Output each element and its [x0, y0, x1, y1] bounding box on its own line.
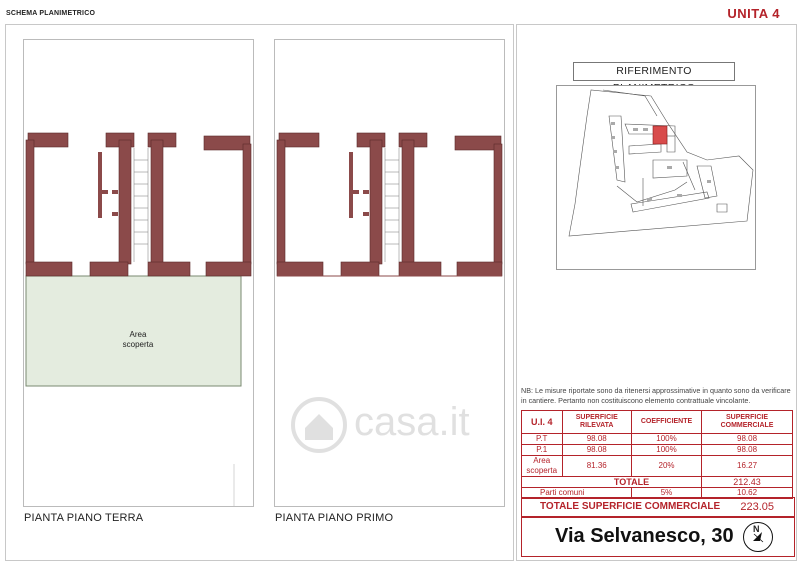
header-superficie-rilevata: SUPERFICIE RILEVATA — [562, 411, 632, 434]
watermark — [290, 396, 520, 456]
reference-site-plan — [556, 85, 756, 270]
watermark-text: casa.it — [354, 400, 470, 444]
compass-label: N — [753, 524, 760, 534]
totale-value: 212.43 — [702, 477, 793, 488]
header-superficie-commerciale: SUPERFICIE COMMERCIALE — [702, 411, 793, 434]
cell-coeff: 100% — [632, 445, 702, 456]
header-ui: U.I. 4 — [522, 411, 563, 434]
ground-floor-plan — [23, 39, 254, 507]
parti-comuni-value: 10.62 — [702, 488, 793, 499]
address-text: Via Selvanesco, 30 — [555, 525, 734, 547]
cell-commerciale: 16.27 — [702, 456, 793, 477]
site-plan-drawing — [557, 86, 755, 269]
first-floor-caption: PIANTA PIANO PRIMO — [275, 512, 394, 524]
cell-rilevata: 98.08 — [562, 434, 632, 445]
cell-commerciale: 98.08 — [702, 445, 793, 456]
ground-floor-drawing — [24, 40, 253, 506]
total-commerciale-bar — [521, 497, 795, 517]
table-header-row — [522, 411, 793, 434]
totale-row — [522, 477, 793, 488]
cell-rilevata: 98.08 — [562, 445, 632, 456]
parti-comuni-coeff: 5% — [632, 488, 702, 499]
table-row — [522, 456, 793, 477]
ground-floor-caption: PIANTA PIANO TERRA — [24, 512, 144, 524]
north-compass-icon — [743, 522, 773, 552]
cell-rilevata: 81.36 — [562, 456, 632, 477]
total-commerciale-value: 223.05 — [740, 501, 774, 513]
page-heading: SCHEMA PLANIMETRICO — [6, 10, 96, 17]
cell-commerciale: 98.08 — [702, 434, 793, 445]
table-row — [522, 434, 793, 445]
surface-table — [521, 410, 793, 499]
cell-floor: P.T — [522, 434, 563, 445]
cell-coeff: 100% — [632, 434, 702, 445]
reference-title: RIFERIMENTO — [573, 62, 735, 81]
parti-comuni-label: Parti comuni — [522, 488, 632, 499]
totale-label: TOTALE — [562, 477, 702, 488]
header-coefficiente: COEFFICIENTE — [632, 411, 702, 434]
area-scoperta-label: Area scoperta — [122, 330, 154, 349]
total-commerciale-label: TOTALE SUPERFICIE COMMERCIALE — [540, 501, 721, 512]
cell-floor: Area scoperta — [522, 456, 563, 477]
unit-label: UNITA 4 — [727, 6, 780, 21]
table-row — [522, 445, 793, 456]
house-logo-icon — [290, 396, 348, 454]
disclaimer-note: NB: Le misure riportate sono da ritenersi approssimative in quanto sono da verificare in cantiere. Pertanto non costituiscono elemento contrattuale vincolante. — [521, 386, 791, 405]
cell-empty — [522, 477, 563, 488]
cell-coeff: 20% — [632, 456, 702, 477]
cell-floor: P.1 — [522, 445, 563, 456]
